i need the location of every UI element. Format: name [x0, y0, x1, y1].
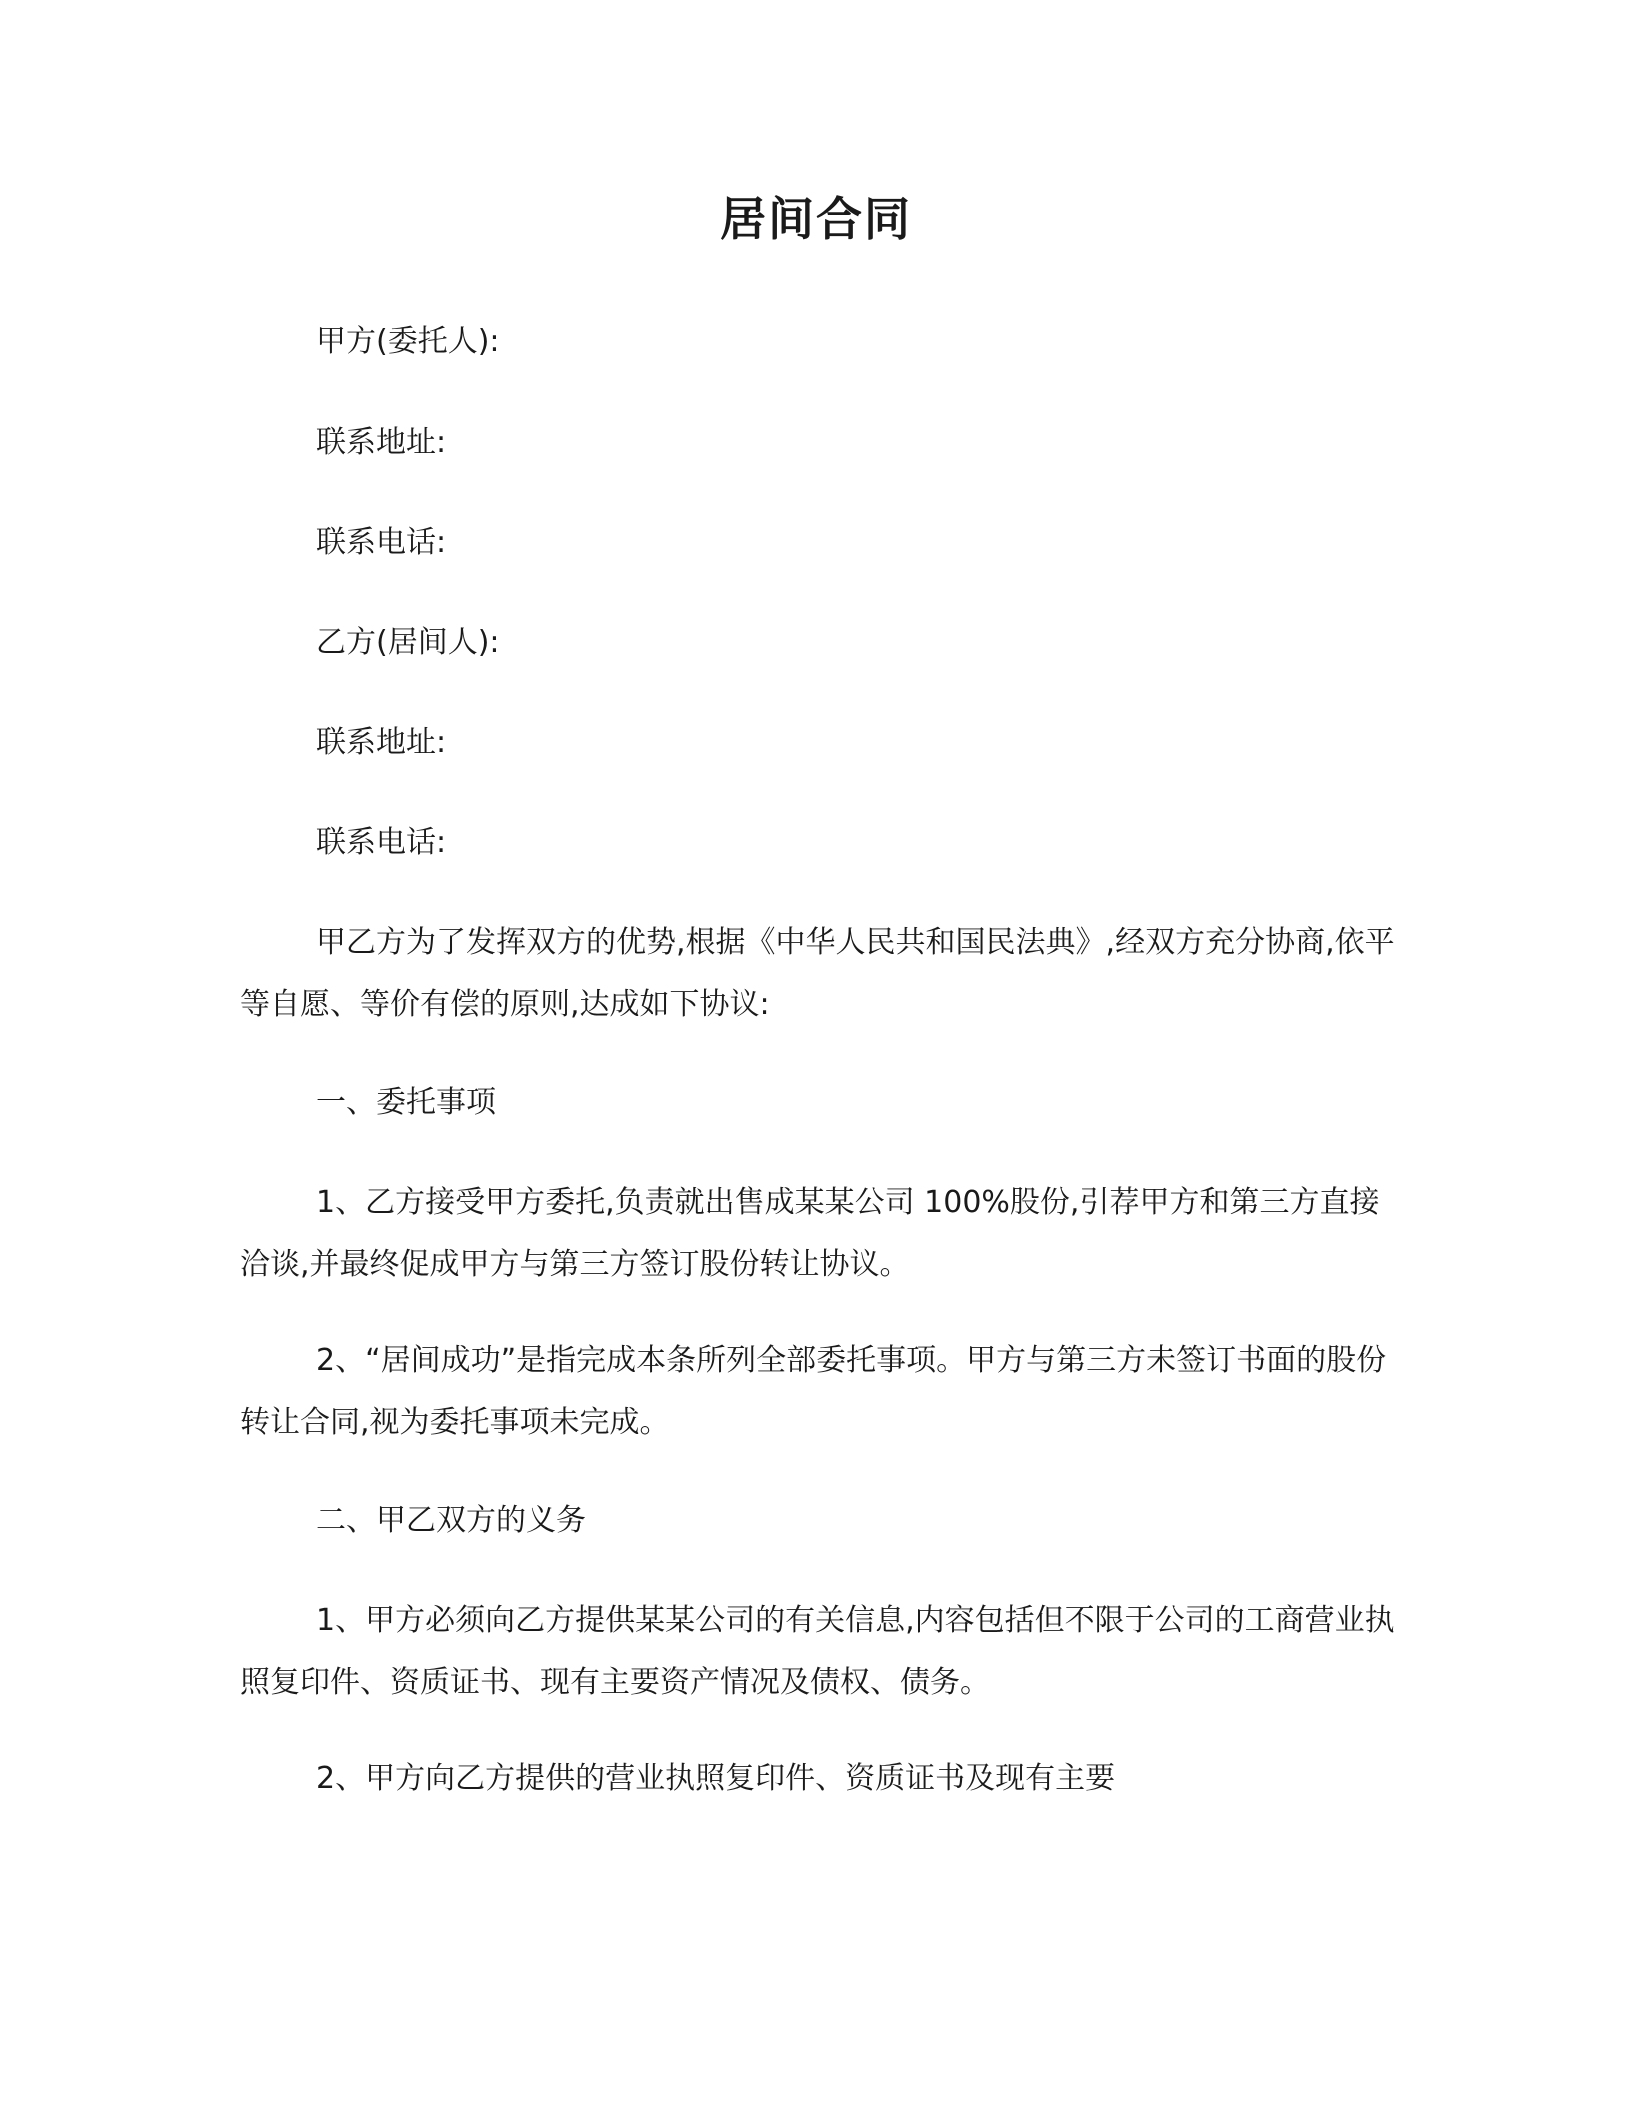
- party-a-phone-label: 联系电话:: [316, 525, 447, 560]
- document-title: 居间合同: [720, 192, 912, 246]
- party-b-address-label: 联系地址:: [316, 725, 447, 760]
- party-b-label: 乙方(居间人):: [316, 625, 500, 660]
- party-a-label: 甲方(委托人):: [316, 324, 500, 359]
- preamble-paragraph: 甲乙方为了发挥双方的优势,根据《中华人民共和国民法典》,经双方充分协商,依平等自愿、等价有偿的原则,达成如下协议:: [240, 925, 1395, 1022]
- section-1-clause-2: 2、“居间成功”是指完成本条所列全部委托事项。甲方与第三方未签订书面的股份转让合同,视为委托事项未完成。: [240, 1343, 1387, 1440]
- section-2-heading: 二、甲乙双方的义务: [316, 1503, 586, 1538]
- section-1-clause-1: 1、乙方接受甲方委托,负责就出售成某某公司 100%股份,引荐甲方和第三方直接洽谈,并最终促成甲方与第三方签订股份转让协议。: [240, 1185, 1380, 1282]
- section-2-clause-2: 2、甲方向乙方提供的营业执照复印件、资质证书及现有主要: [316, 1761, 1116, 1796]
- party-a-address-label: 联系地址:: [316, 425, 447, 460]
- party-b-phone-label: 联系电话:: [316, 825, 447, 860]
- section-2-clause-1: 1、甲方必须向乙方提供某某公司的有关信息,内容包括但不限于公司的工商营业执照复印件、资质证书、现有主要资产情况及债权、债务。: [240, 1603, 1395, 1700]
- section-1-heading: 一、委托事项: [316, 1085, 496, 1120]
